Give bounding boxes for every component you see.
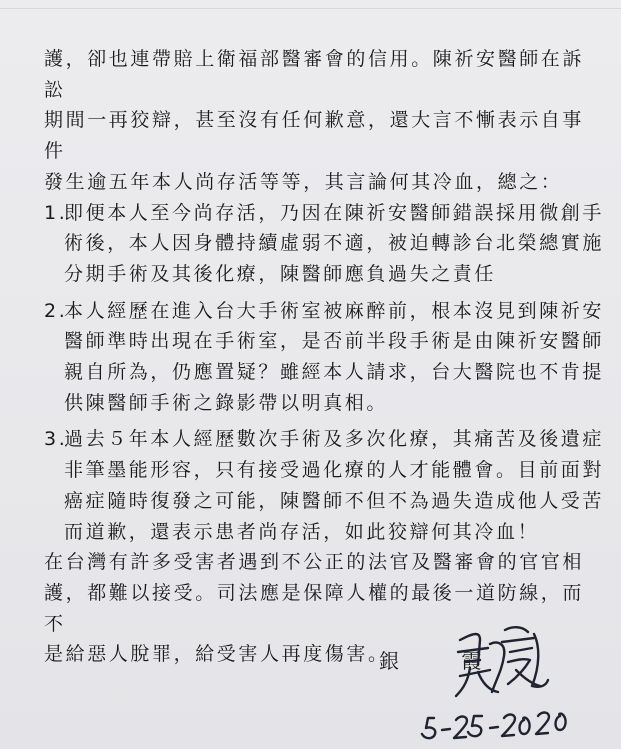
text-line: 即便本人至今尚存活，乃因在陳祈安醫師錯誤採用微創手 <box>64 201 605 224</box>
paper-fold-line <box>0 8 621 9</box>
text-line: 本人經歷在進入台大手術室被麻醉前，根本沒見到陳祈安 <box>64 299 605 322</box>
text-line: 非筆墨能形容，只有接受過化療的人才能體會。目前面對 <box>64 459 605 482</box>
text-line: 術後，本人因身體持續虛弱不適，被迫轉診台北榮總實施 <box>64 232 605 255</box>
point-1 <box>44 198 604 290</box>
signature-name: 銀 霞 <box>379 649 510 673</box>
text-line: 在台灣有許多受害者遇到不公正的法官及醫審會的官官相 <box>44 551 585 574</box>
text-line: 供陳醫師手術之錄影帶以明真相。 <box>64 391 389 414</box>
letter-body <box>44 44 604 670</box>
text-line: 護，都難以接受。司法應是保障人權的最後一道防線，而不 <box>44 581 585 635</box>
text-line: 癌症隨時復發之可能，陳醫師不但不為過失造成他人受苦 <box>64 489 605 512</box>
point-3 <box>44 424 604 547</box>
point-number: 3. <box>44 428 68 451</box>
text-line: 過去５年本人經歷數次手術及多次化療，其痛苦及後遺症 <box>64 428 605 451</box>
text-line: 期間一再狡辯，甚至沒有任何歉意，還大言不慚表示自事件 <box>44 109 585 163</box>
point-number: 1. <box>44 201 68 224</box>
text-line: 是給惡人脫罪，給受害人再度傷害。 <box>44 643 390 666</box>
point-2 <box>44 296 604 419</box>
text-line: 分期手術及其後化療，陳醫師應負過失之責任 <box>64 262 497 285</box>
text-line: 發生逾五年本人尚存活等等，其言論何其冷血，總之： <box>44 170 563 193</box>
text-line: 醫師準時出現在手術室，是否前半段手術是由陳祈安醫師 <box>64 330 605 353</box>
text-line: 而道歉，還表示患者尚存活，如此狡辯何其冷血！ <box>64 520 540 543</box>
point-number: 2. <box>44 299 68 322</box>
intro-paragraph <box>44 44 604 198</box>
text-line: 親自所為，仍應置疑？雖經本人請求，台大醫院也不肯提 <box>64 361 605 384</box>
handwritten-signature <box>420 610 590 745</box>
text-line: 護，卻也連帶賠上衛福部醫審會的信用。陳祈安醫師在訴訟 <box>44 48 585 101</box>
